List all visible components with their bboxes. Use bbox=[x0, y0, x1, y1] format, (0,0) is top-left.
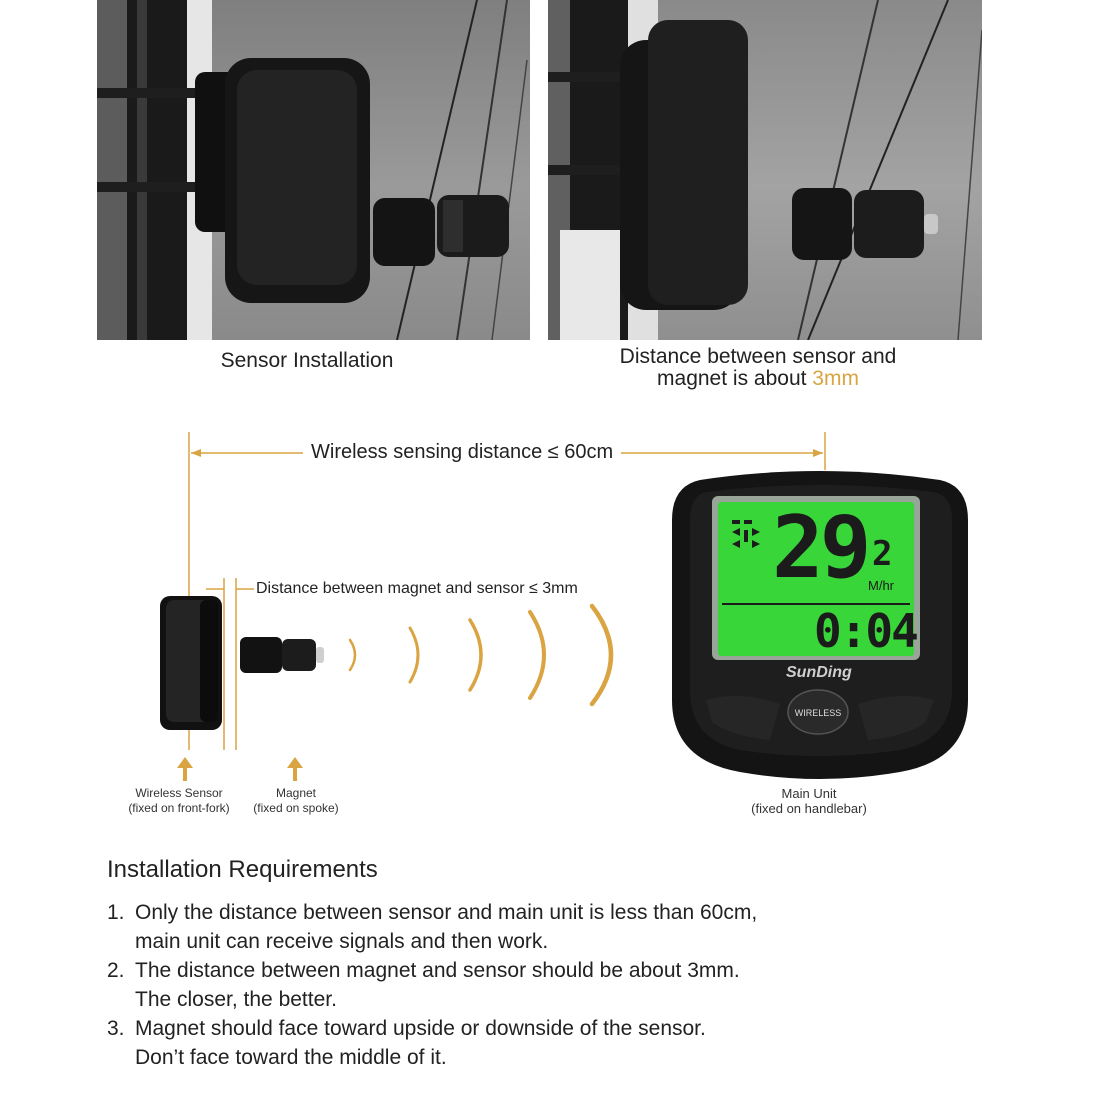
brand-logo: SunDing bbox=[786, 664, 852, 681]
caption-line-1: Distance between sensor and bbox=[619, 345, 897, 368]
requirement-line-1: The distance between magnet and sensor should be about 3mm. bbox=[135, 959, 740, 982]
lcd-speed: 29 bbox=[772, 498, 868, 598]
wireless-arrow-right bbox=[813, 449, 823, 457]
requirement-number: 2. bbox=[107, 959, 125, 982]
requirement-line-2: The closer, the better. bbox=[135, 988, 337, 1011]
magnet-name: Magnet bbox=[275, 786, 317, 800]
requirements-title: Installation Requirements bbox=[107, 856, 378, 883]
caption-distance-value: 3mm bbox=[812, 367, 859, 390]
requirements-list bbox=[107, 898, 987, 1072]
wireless-button[interactable]: WIRELESS bbox=[794, 708, 842, 718]
wireless-sensor-device bbox=[160, 596, 222, 730]
main-unit-name: Main Unit bbox=[781, 786, 837, 801]
wireless-arrow-left bbox=[191, 449, 201, 457]
lcd-time: 0:04 bbox=[814, 604, 917, 658]
requirement-item bbox=[107, 1014, 987, 1072]
sensor-installation-caption: Sensor Installation bbox=[220, 349, 394, 372]
requirement-number: 1. bbox=[107, 901, 125, 924]
lcd-unit: M/hr bbox=[868, 578, 894, 593]
pointer-arrows bbox=[177, 757, 303, 781]
wireless-sensor-label bbox=[112, 786, 246, 816]
wireless-distance-label: Wireless sensing distance ≤ 60cm bbox=[303, 441, 621, 464]
requirement-item bbox=[107, 898, 987, 956]
requirement-item bbox=[107, 956, 987, 1014]
requirement-line-2: Don’t face toward the middle of it. bbox=[135, 1046, 447, 1069]
magnet-sub: (fixed on spoke) bbox=[253, 801, 339, 815]
requirement-line-2: main unit can receive signals and then work. bbox=[135, 930, 549, 953]
requirement-number: 3. bbox=[107, 1017, 125, 1040]
lcd-speed-decimal: 2 bbox=[872, 534, 893, 574]
wireless-sensor-sub: (fixed on front-fork) bbox=[128, 801, 230, 815]
magnet-sensor-distance-label: Distance between magnet and sensor ≤ 3mm bbox=[256, 580, 582, 598]
signal-waves bbox=[350, 606, 611, 704]
magnet-label bbox=[244, 786, 348, 816]
magnet-device bbox=[240, 637, 324, 673]
wireless-sensor-name: Wireless Sensor bbox=[135, 786, 223, 800]
caption-line-2-prefix: magnet is about bbox=[657, 367, 813, 390]
requirement-line-1: Magnet should face toward upside or downside of the sensor. bbox=[135, 1017, 706, 1040]
main-unit-label bbox=[736, 786, 882, 816]
requirement-line-1: Only the distance between sensor and main unit is less than 60cm, bbox=[135, 901, 758, 924]
main-unit-sub: (fixed on handlebar) bbox=[751, 801, 867, 816]
